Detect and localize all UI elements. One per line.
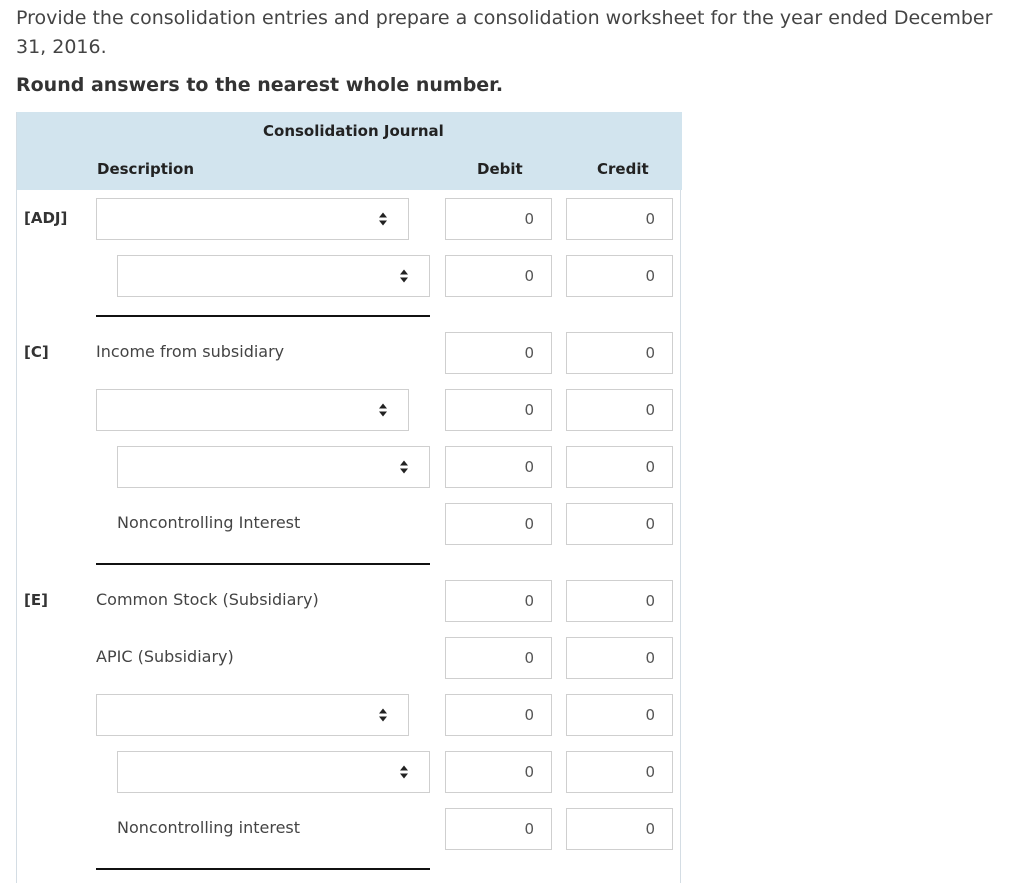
c-row3-credit-input[interactable]: 0 xyxy=(566,446,673,488)
e-row5-debit-input[interactable]: 0 xyxy=(445,808,552,850)
c-row3-debit-input[interactable]: 0 xyxy=(445,446,552,488)
c-row1-description: Income from subsidiary xyxy=(96,342,285,361)
e-row1-description: Common Stock (Subsidiary) xyxy=(96,590,319,609)
entry-label-adj: [ADJ] xyxy=(24,209,68,227)
instructions-text: Provide the consolidation entries and prepare a consolidation worksheet for the year ended December 31, 2016. xyxy=(16,7,993,58)
e-row4-debit-input[interactable]: 0 xyxy=(445,751,552,793)
adj-row2-credit-input[interactable]: 0 xyxy=(566,255,673,297)
adj-row1-credit-input[interactable]: 0 xyxy=(566,198,673,240)
sort-arrows-icon xyxy=(378,211,388,227)
e-row3-debit-input[interactable]: 0 xyxy=(445,694,552,736)
entry-label-e: [E] xyxy=(24,591,48,609)
column-header-debit: Debit xyxy=(477,160,523,178)
c-row2-debit-input[interactable]: 0 xyxy=(445,389,552,431)
adj-row1-debit-input[interactable]: 0 xyxy=(445,198,552,240)
e-row4-credit-input[interactable]: 0 xyxy=(566,751,673,793)
c-row4-debit-input[interactable]: 0 xyxy=(445,503,552,545)
c-row4-description: Noncontrolling Interest xyxy=(117,513,301,532)
entry-divider xyxy=(96,868,430,870)
column-header-credit: Credit xyxy=(597,160,649,178)
e-row3-account-select[interactable] xyxy=(96,694,409,736)
e-row1-credit-input[interactable]: 0 xyxy=(566,580,673,622)
sort-arrows-icon xyxy=(399,764,409,780)
e-row4-account-select[interactable] xyxy=(117,751,430,793)
sort-arrows-icon xyxy=(399,459,409,475)
adj-debit-account-select[interactable] xyxy=(96,198,409,240)
rounding-note: Round answers to the nearest whole number. xyxy=(16,74,504,96)
c-row2-credit-input[interactable]: 0 xyxy=(566,389,673,431)
sort-arrows-icon xyxy=(378,402,388,418)
sort-arrows-icon xyxy=(399,268,409,284)
e-row2-description: APIC (Subsidiary) xyxy=(96,647,234,666)
entry-divider xyxy=(96,315,430,317)
adj-credit-account-select[interactable] xyxy=(117,255,430,297)
journal-header xyxy=(17,112,682,190)
entry-label-c: [C] xyxy=(24,343,49,361)
adj-row2-debit-input[interactable]: 0 xyxy=(445,255,552,297)
c-row1-debit-input[interactable]: 0 xyxy=(445,332,552,374)
e-row5-description: Noncontrolling interest xyxy=(117,818,301,837)
c-row4-credit-input[interactable]: 0 xyxy=(566,503,673,545)
e-row2-credit-input[interactable]: 0 xyxy=(566,637,673,679)
e-row1-debit-input[interactable]: 0 xyxy=(445,580,552,622)
c-row3-account-select[interactable] xyxy=(117,446,430,488)
e-row5-credit-input[interactable]: 0 xyxy=(566,808,673,850)
e-row3-credit-input[interactable]: 0 xyxy=(566,694,673,736)
entry-divider xyxy=(96,563,430,565)
column-header-description: Description xyxy=(97,160,195,178)
c-row1-credit-input[interactable]: 0 xyxy=(566,332,673,374)
c-row2-account-select[interactable] xyxy=(96,389,409,431)
e-row2-debit-input[interactable]: 0 xyxy=(445,637,552,679)
sort-arrows-icon xyxy=(378,707,388,723)
journal-title: Consolidation Journal xyxy=(263,122,444,140)
